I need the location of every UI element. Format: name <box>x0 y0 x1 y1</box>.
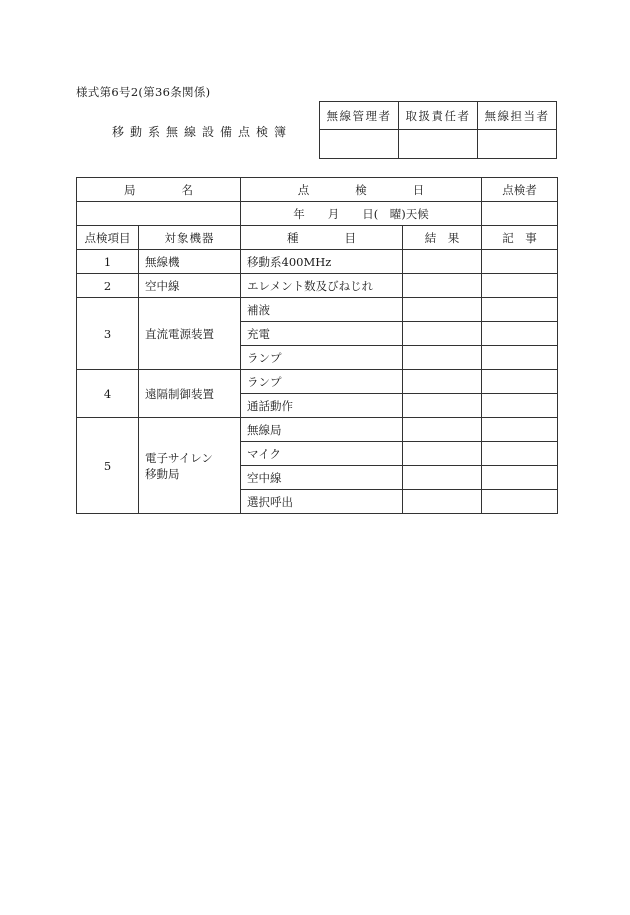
column-header-notes: 記 事 <box>482 226 558 250</box>
notes-cell[interactable] <box>482 322 558 346</box>
notes-cell[interactable] <box>482 442 558 466</box>
notes-cell[interactable] <box>482 418 558 442</box>
notes-cell[interactable] <box>482 298 558 322</box>
equipment-name: 無線機 <box>139 250 241 274</box>
inspector-label: 点検者 <box>482 178 558 202</box>
category-name: 移動系400MHz <box>241 250 403 274</box>
column-header-item: 点検項目 <box>77 226 139 250</box>
notes-cell[interactable] <box>482 490 558 514</box>
equipment-name-line1: 電子サイレン <box>145 450 213 465</box>
result-cell[interactable] <box>403 274 482 298</box>
station-name-label: 局 名 <box>77 178 241 202</box>
column-header-result: 結 果 <box>403 226 482 250</box>
category-name: 補液 <box>241 298 403 322</box>
category-name: 無線局 <box>241 418 403 442</box>
equipment-name: 空中線 <box>139 274 241 298</box>
category-name: 空中線 <box>241 466 403 490</box>
equipment-name-line2: 移動局 <box>145 466 180 481</box>
signature-label-radio-manager: 無線管理者 <box>320 102 399 130</box>
inspector-cell[interactable] <box>482 202 558 226</box>
category-name: エレメント数及びねじれ <box>241 274 403 298</box>
equipment-name <box>139 418 241 514</box>
result-cell[interactable] <box>403 490 482 514</box>
result-cell[interactable] <box>403 466 482 490</box>
signature-box-handling-officer[interactable] <box>399 130 478 159</box>
table-row <box>77 274 558 298</box>
item-number: 3 <box>77 298 139 370</box>
item-number: 1 <box>77 250 139 274</box>
result-cell[interactable] <box>403 370 482 394</box>
notes-cell[interactable] <box>482 250 558 274</box>
item-number: 5 <box>77 418 139 514</box>
notes-cell[interactable] <box>482 466 558 490</box>
category-name: マイク <box>241 442 403 466</box>
category-name: 選択呼出 <box>241 490 403 514</box>
equipment-name: 遠隔制御装置 <box>139 370 241 418</box>
result-cell[interactable] <box>403 322 482 346</box>
column-header-category: 種 目 <box>241 226 403 250</box>
notes-cell[interactable] <box>482 394 558 418</box>
category-name: 通話動作 <box>241 394 403 418</box>
date-weather-line[interactable]: 年 月 日( 曜)天候 <box>241 202 482 226</box>
category-name: ランプ <box>241 346 403 370</box>
result-cell[interactable] <box>403 346 482 370</box>
signature-box-radio-manager[interactable] <box>320 130 399 159</box>
result-cell[interactable] <box>403 250 482 274</box>
table-row <box>77 370 558 394</box>
equipment-name: 直流電源装置 <box>139 298 241 370</box>
table-row <box>77 298 558 322</box>
item-number: 4 <box>77 370 139 418</box>
table-row <box>77 250 558 274</box>
table-row <box>77 418 558 442</box>
inspection-table <box>76 177 558 514</box>
result-cell[interactable] <box>403 442 482 466</box>
signature-label-handling-officer: 取扱責任者 <box>399 102 478 130</box>
item-number: 2 <box>77 274 139 298</box>
notes-cell[interactable] <box>482 346 558 370</box>
notes-cell[interactable] <box>482 274 558 298</box>
notes-cell[interactable] <box>482 370 558 394</box>
result-cell[interactable] <box>403 298 482 322</box>
result-cell[interactable] <box>403 418 482 442</box>
station-name-cell[interactable] <box>77 202 241 226</box>
category-name: ランプ <box>241 370 403 394</box>
category-name: 充電 <box>241 322 403 346</box>
column-header-equipment: 対象機器 <box>139 226 241 250</box>
document-title: 移動系無線設備点検簿 <box>112 125 293 139</box>
signature-table <box>319 101 557 159</box>
form-number: 様式第6号2(第36条関係) <box>76 85 211 99</box>
result-cell[interactable] <box>403 394 482 418</box>
signature-box-radio-staff[interactable] <box>478 130 557 159</box>
signature-label-radio-staff: 無線担当者 <box>478 102 557 130</box>
inspection-date-label: 点 検 日 <box>241 178 482 202</box>
